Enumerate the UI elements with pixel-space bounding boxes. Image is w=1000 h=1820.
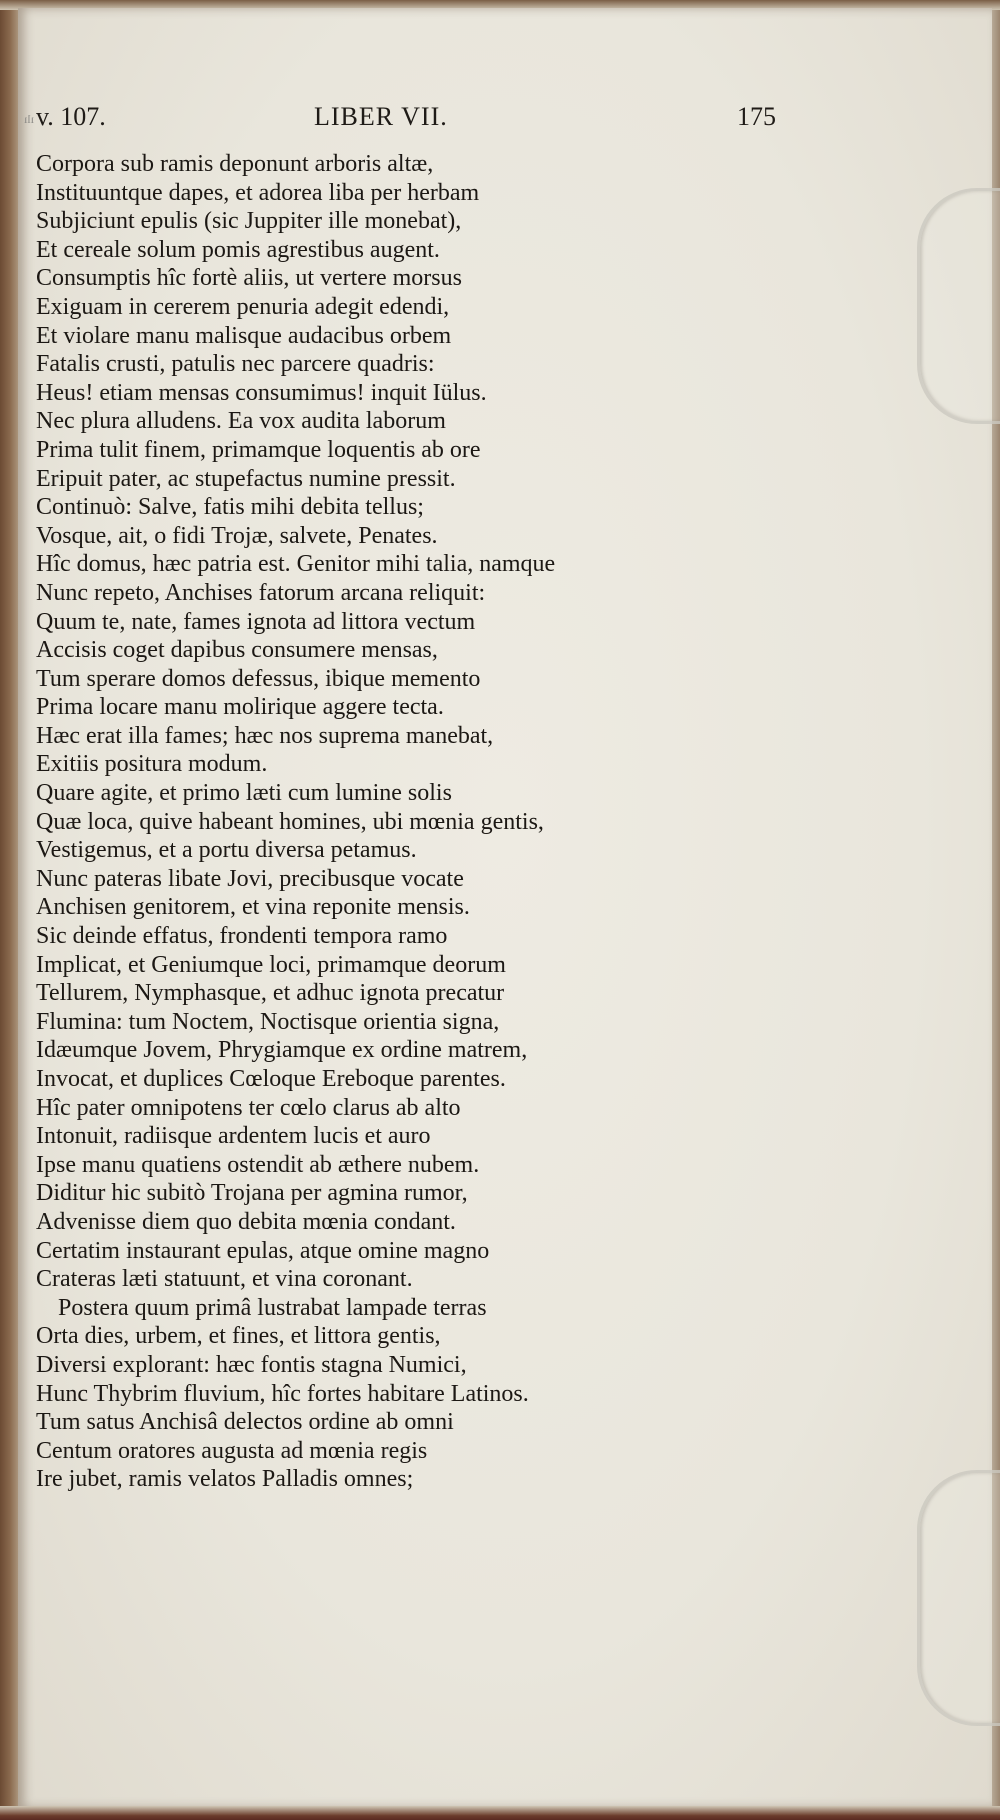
verse-line: Centum oratores augusta ad mœnia regis bbox=[36, 1437, 428, 1464]
verse-line: Et cereale solum pomis agrestibus augent. bbox=[36, 236, 440, 263]
verse-line: Ire jubet, ramis velatos Palladis omnes; bbox=[36, 1466, 414, 1493]
verse-line: Nunc pateras libate Jovi, precibusque vocate bbox=[36, 865, 464, 892]
verse-line: Vosque, ait, o fidi Trojæ, salvete, Penates. bbox=[36, 522, 438, 549]
verse-line: Nec plura alludens. Ea vox audita laborum bbox=[36, 408, 446, 435]
verse-line: Instituuntque dapes, et adorea liba per herbam bbox=[36, 179, 480, 206]
verse-line: Flumina: tum Noctem, Noctisque orientia signa, bbox=[36, 1008, 500, 1035]
verse-line: Sic deinde effatus, frondenti tempora ramo bbox=[36, 923, 448, 950]
book-title: LIBER VII. bbox=[314, 102, 448, 131]
verse-line: Implicat, et Geniumque loci, primamque deorum bbox=[36, 951, 506, 978]
page-clip-bottom bbox=[917, 1470, 1000, 1726]
verse-line: Corpora sub ramis deponunt arboris altæ, bbox=[36, 151, 434, 177]
verse-line: Quare agite, et primo læti cum lumine solis bbox=[36, 780, 452, 807]
verse-line: Et violare manu malisque audacibus orbem bbox=[36, 322, 452, 349]
verse-line: Diditur hic subitò Trojana per agmina rumor, bbox=[36, 1180, 468, 1207]
verse-line: Tellurem, Nymphasque, et adhuc ignota precatur bbox=[36, 980, 505, 1007]
verse-line: Continuò: Salve, fatis mihi debita tellus; bbox=[36, 494, 424, 521]
verse-text bbox=[36, 150, 796, 1494]
verse-line: Exitiis positura modum. bbox=[36, 751, 268, 778]
verse-line: Anchisen genitorem, et vina reponite mensis. bbox=[36, 894, 470, 921]
verse-line: Hunc Thybrim fluvium, hîc fortes habitare Latinos. bbox=[36, 1380, 529, 1407]
verse-reference: v. 107. bbox=[36, 102, 106, 131]
show-through-mark: ılı bbox=[24, 112, 35, 126]
verse-line: Exiguam in cererem penuria adegit edendi, bbox=[36, 293, 450, 320]
verse-line: Certatim instaurant epulas, atque omine magno bbox=[36, 1237, 490, 1264]
running-header bbox=[36, 102, 776, 138]
bottom-page-edge bbox=[0, 1806, 1000, 1820]
verse-line: Tum satus Anchisâ delectos ordine ab omni bbox=[36, 1409, 454, 1436]
verse-line: Hæc erat illa fames; hæc nos suprema manebat, bbox=[36, 722, 494, 749]
verse-line: Accisis coget dapibus consumere mensas, bbox=[36, 637, 438, 664]
verse-line: Eripuit pater, ac stupefactus numine pressit. bbox=[36, 465, 456, 492]
verse-line: Subjiciunt epulis (sic Juppiter ille monebat), bbox=[36, 208, 462, 235]
verse-line: Orta dies, urbem, et fines, et littora gentis, bbox=[36, 1323, 441, 1350]
verse-line: Prima locare manu molirique aggere tecta. bbox=[36, 694, 444, 721]
page-number: 175 bbox=[737, 102, 776, 131]
verse-line: Crateras læti statuunt, et vina coronant. bbox=[36, 1266, 413, 1293]
verse-line: Consumptis hîc fortè aliis, ut vertere morsus bbox=[36, 265, 462, 292]
verse-line: Heus! etiam mensas consumimus! inquit Iülus. bbox=[36, 379, 487, 406]
verse-line: Tum sperare domos defessus, ibique memento bbox=[36, 665, 481, 692]
verse-line: Fatalis crusti, patulis nec parcere quadris: bbox=[36, 351, 435, 378]
verse-line: Advenisse diem quo debita mœnia condant. bbox=[36, 1208, 456, 1235]
verse-line: Diversi explorant: hæc fontis stagna Numici, bbox=[36, 1351, 467, 1378]
verse-line: Hîc pater omnipotens ter cœlo clarus ab alto bbox=[36, 1094, 461, 1121]
verse-line: Nunc repeto, Anchises fatorum arcana reliquit: bbox=[36, 579, 486, 606]
verse-line: Invocat, et duplices Cœloque Ereboque parentes. bbox=[36, 1066, 506, 1092]
verse-line: Quæ loca, quive habeant homines, ubi mœnia gentis, bbox=[36, 808, 544, 835]
verse-line: Postera quum primâ lustrabat lampade terras bbox=[58, 1294, 487, 1321]
verse-line: Hîc domus, hæc patria est. Genitor mihi talia, namque bbox=[36, 551, 556, 578]
verse-line: Quum te, nate, fames ignota ad littora vectum bbox=[36, 608, 476, 635]
verse-line: Ipse manu quatiens ostendit ab æthere nubem. bbox=[36, 1151, 480, 1178]
verse-line: Intonuit, radiisque ardentem lucis et auro bbox=[36, 1123, 431, 1150]
verse-line: Idæumque Jovem, Phrygiamque ex ordine matrem, bbox=[36, 1037, 528, 1064]
verse-line: Vestigemus, et a portu diversa petamus. bbox=[36, 837, 417, 864]
verse-line: Prima tulit finem, primamque loquentis ab ore bbox=[36, 436, 481, 463]
page-clip-top bbox=[917, 188, 1000, 424]
